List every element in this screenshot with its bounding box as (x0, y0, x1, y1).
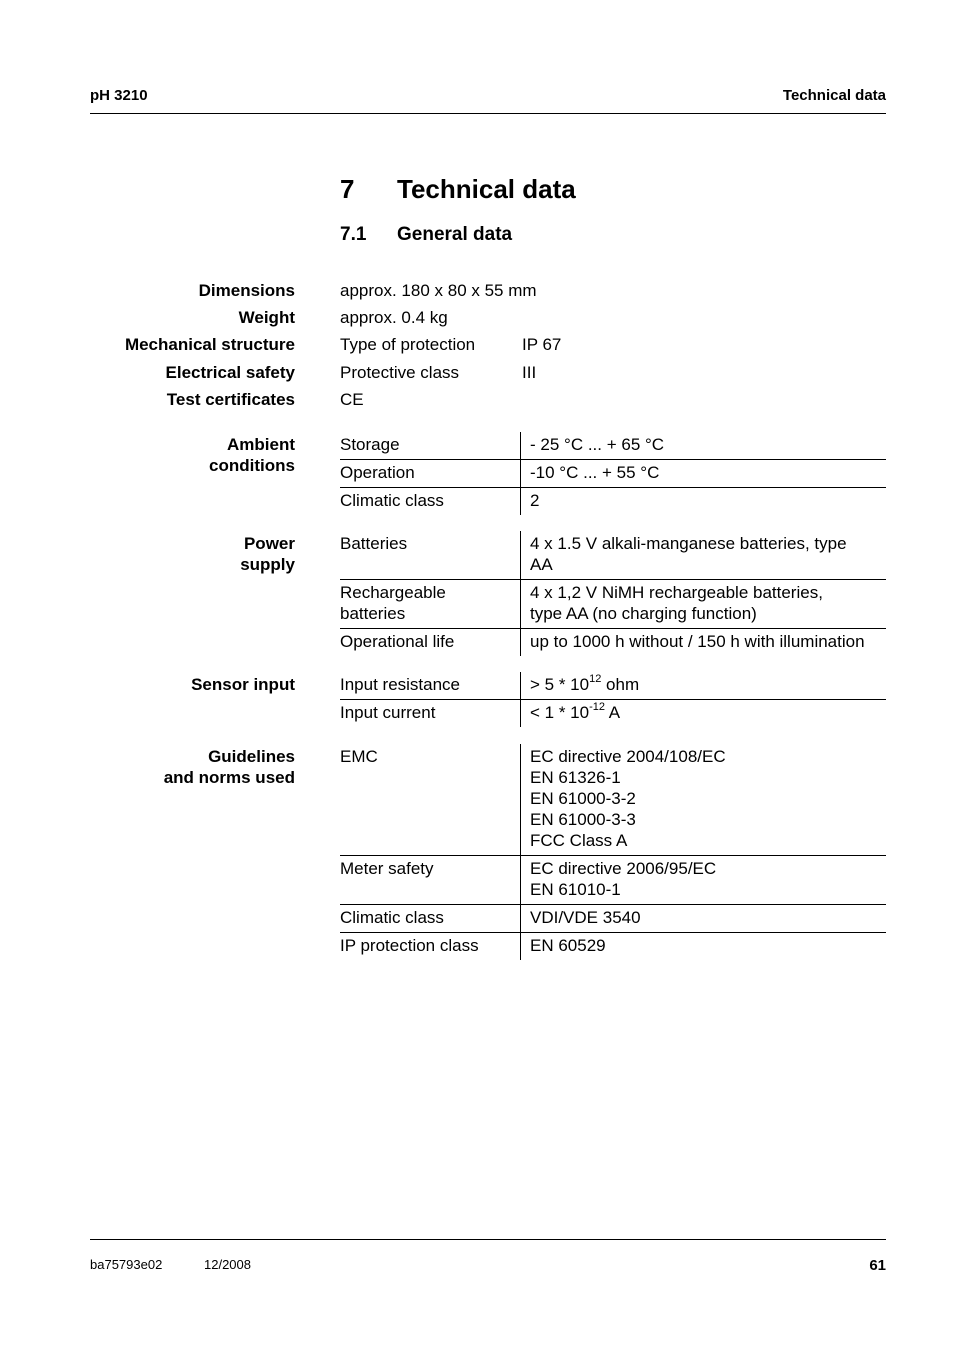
row-value (521, 933, 886, 960)
label-dimensions: Dimensions (198, 281, 295, 300)
value-line: EN 61010-1 (530, 880, 621, 899)
row-name: Climatic class (340, 488, 521, 515)
table-row (340, 905, 886, 933)
label-ambient-conditions (60, 434, 295, 476)
label-ambient-line1: Ambient (227, 435, 295, 454)
section-title: General data (397, 224, 513, 245)
row-value (521, 580, 886, 628)
ambient-table (340, 432, 886, 515)
row-name (340, 580, 521, 628)
name-line: Rechargeable (340, 583, 446, 602)
label-guidelines-line1: Guidelines (208, 747, 295, 766)
value-line: EC directive 2006/95/EC (530, 859, 717, 878)
value-test-certificates: CE (340, 390, 364, 409)
value-line: type AA (no charging function) (530, 604, 757, 623)
row-value: -10 °C ... + 55 °C (530, 463, 660, 482)
footer-doc-id: ba75793e02 (90, 1257, 163, 1272)
row-value (521, 856, 886, 904)
row-value (521, 531, 886, 579)
row-name: Input current (340, 700, 521, 727)
value-suffix: ohm (601, 675, 640, 694)
label-test-certificates: Test certificates (166, 390, 295, 409)
label-sensor-input: Sensor input (191, 675, 295, 694)
value-line: EN 61000-3-2 (530, 789, 636, 808)
value-exponent: 12 (589, 673, 602, 685)
header-section: Technical data (782, 87, 886, 104)
table-row (340, 672, 886, 700)
row-name: Batteries (340, 531, 521, 579)
power-table (340, 531, 886, 656)
label-mechanical-structure: Mechanical structure (124, 335, 295, 354)
row-name: EMC (340, 744, 521, 855)
row-name: Climatic class (340, 905, 521, 932)
label-guidelines-line2: and norms used (163, 768, 295, 787)
label-ambient-line2: conditions (209, 456, 295, 475)
label-electrical-safety: Electrical safety (165, 363, 295, 382)
table-row (340, 432, 886, 460)
label-weight: Weight (238, 308, 295, 327)
value2-mechanical-structure: IP 67 (522, 335, 562, 354)
value-line: AA (530, 555, 553, 574)
table-row (340, 856, 886, 905)
row-value (521, 700, 886, 727)
row-name: Storage (340, 432, 521, 459)
value-line: up to 1000 h without / 150 h with illumination (530, 632, 865, 651)
value-line: EN 61000-3-3 (530, 810, 636, 829)
section-number: 7.1 (340, 224, 367, 245)
chapter-number: 7 (340, 174, 355, 204)
value-weight: approx. 0.4 kg (340, 308, 448, 327)
value-prefix: < 1 * 10 (530, 703, 590, 722)
value-line: FCC Class A (530, 831, 628, 850)
table-row (340, 744, 886, 856)
row-value (521, 744, 886, 855)
footer-rule (90, 1239, 886, 1240)
value-mechanical-structure: Type of protection (340, 335, 476, 354)
value-line: VDI/VDE 3540 (530, 908, 641, 927)
row-value: 2 (530, 491, 540, 510)
guidelines-table (340, 744, 886, 960)
value-electrical-safety: Protective class (340, 363, 460, 382)
row-value (521, 629, 886, 656)
sensor-table (340, 672, 886, 727)
label-guidelines (60, 746, 295, 788)
row-value (521, 905, 886, 932)
value-line: 4 x 1,2 V NiMH rechargeable batteries, (530, 583, 823, 602)
value-line: EN 61326-1 (530, 768, 621, 787)
table-row (340, 700, 886, 727)
page-number: 61 (869, 1257, 886, 1274)
row-name: Meter safety (340, 856, 521, 904)
row-name: IP protection class (340, 933, 521, 960)
value-prefix: > 5 * 10 (530, 675, 590, 694)
value-exponent: -12 (589, 701, 605, 713)
value2-electrical-safety: III (522, 363, 537, 382)
row-value: - 25 °C ... + 65 °C (530, 435, 665, 454)
table-row (340, 933, 886, 960)
value-line: EN 60529 (530, 936, 606, 955)
value-suffix: A (604, 703, 621, 722)
header-product: pH 3210 (90, 87, 148, 104)
label-power-supply (60, 533, 295, 575)
value-line: EC directive 2004/108/EC (530, 747, 726, 766)
header-rule (90, 113, 886, 114)
row-name: Operation (340, 460, 521, 487)
row-name: Operational life (340, 629, 521, 656)
name-line: batteries (340, 604, 406, 623)
row-name: Input resistance (340, 672, 521, 699)
table-row (340, 580, 886, 629)
label-power-line2: supply (240, 555, 295, 574)
table-row (340, 460, 886, 488)
table-row (340, 488, 886, 515)
value-dimensions: approx. 180 x 80 x 55 mm (340, 281, 537, 300)
chapter-title: Technical data (397, 174, 576, 204)
table-row (340, 531, 886, 580)
label-power-line1: Power (243, 534, 295, 553)
table-row (340, 629, 886, 656)
value-line: 4 x 1.5 V alkali-manganese batteries, type (530, 534, 847, 553)
row-value (521, 672, 886, 699)
footer-date: 12/2008 (204, 1257, 251, 1272)
